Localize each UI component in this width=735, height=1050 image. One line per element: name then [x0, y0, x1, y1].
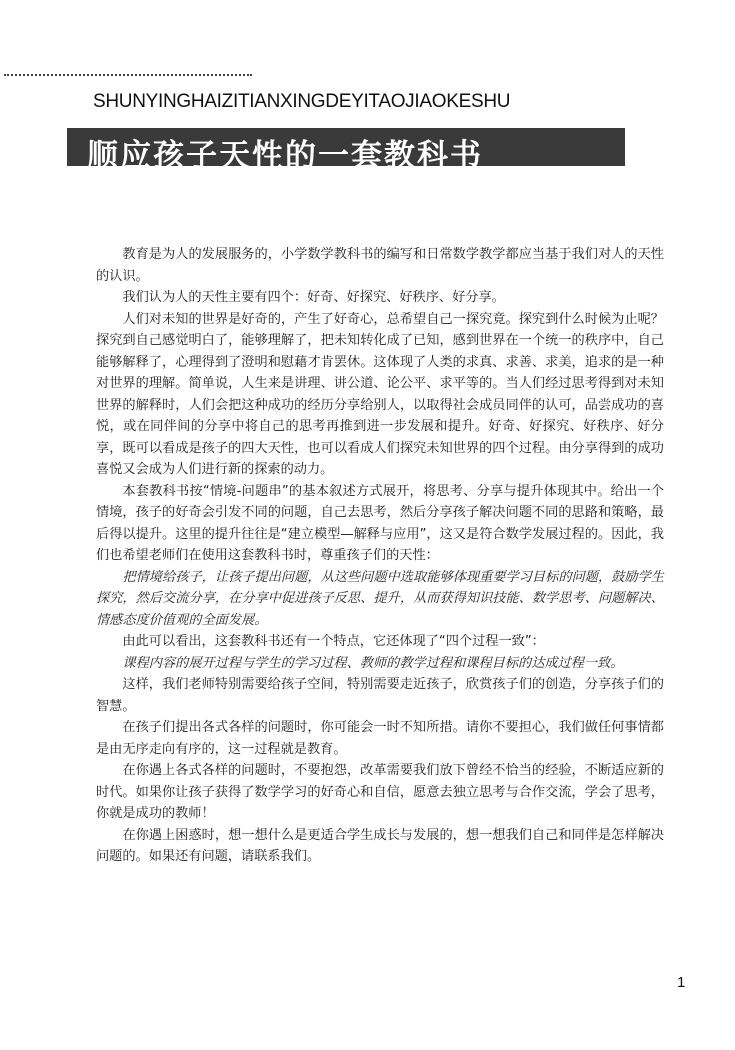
dotted-rule: [4, 74, 252, 76]
title-banner: [67, 128, 625, 174]
title-pinyin: SHUNYINGHAIZITIANXINGDEYITAOJIAOKESHU: [93, 91, 511, 112]
paragraph: 在孩子们提出各式各样的问题时，你可能会一时不知所措。请你不要担心，我们做任何事情都是由无序走向有序的，这一过程就是教育。: [96, 720, 664, 757]
paragraph-emphasis: 课程内容的展开过程与学生的学习过程、教师的教学过程和课程目标的达成过程一致。: [122, 655, 624, 671]
page-title: 顺应孩子天性的一套教科书: [87, 138, 483, 174]
body-text: [96, 244, 664, 868]
paragraph: 由此可以看出，这套教科书还有一个特点，它还体现了“四个过程一致”：: [122, 634, 545, 649]
paragraph: 在你遇上困惑时，想一想什么是更适合学生成长与发展的，想一想我们自己和同伴是怎样解决问题的。如果还有问题，请联系我们。: [96, 827, 664, 864]
paragraph: 本套教科书按“情境-问题串”的基本叙述方式展开，将思考、分享与提升体现其中。给出一个情境，孩子的好奇会引发不同的问题，自己去思考，然后分享孩子解决问题不同的思路和策略，最后得以提升。这里的提升往往是“建立模型—解释与应用”，这又是符合数学发展过程的。因此，我们也希望老师们在使用这套教科书时，尊重孩子们的天性：: [96, 483, 664, 563]
paragraph: 这样，我们老师特别需要给孩子空间，特别需要走近孩子，欣赏孩子们的创造，分享孩子们的智慧。: [96, 677, 664, 714]
paragraph: 人们对未知的世界是好奇的，产生了好奇心，总希望自己一探究竟。探究到什么时候为止呢？探究到自己感觉明白了，能够理解了，把未知转化成了已知，感到世界在一个统一的秩序中，自己能够解释了，心理得到了澄明和慰藉才肯罢休。这体现了人类的求真、求善、求美，追求的是一种对世界的理解。简单说，人生来是讲理、讲公道、论公平、求平等的。当人们经过思考得到对未知世界的解释时，人们会把这种成功的经历分享给别人，以取得社会成员同伴的认可，品尝成功的喜悦，或在同伴间的分享中将自己的思考再推到进一步发展和提升。好奇、好探究、好秩序、好分享，既可以看成是孩子的四大天性，也可以看成人们探究未知世界的四个过程。由分享得到的成功喜悦又会成为人们进行新的探索的动力。: [96, 311, 664, 477]
page-number: 1: [677, 974, 686, 991]
paragraph: 在你遇上各式各样的问题时，不要抱怨，改革需要我们放下曾经不恰当的经验，不断适应新的时代。如果你让孩子获得了数学学习的好奇心和自信，愿意去独立思考与合作交流，学会了思考，你就是成功的教师！: [96, 763, 664, 821]
paragraph: 教育是为人的发展服务的，小学数学教科书的编写和日常数学教学都应当基于我们对人的天性的认识。: [96, 247, 664, 284]
paragraph: 我们认为人的天性主要有四个：好奇、好探究、好秩序、好分享。: [122, 290, 505, 305]
paragraph-emphasis: 把情境给孩子，让孩子提出问题，从这些问题中选取能够体现重要学习目标的问题，鼓励学生探究，然后交流分享，在分享中促进孩子反思、提升，从而获得知识技能、数学思考、问题解决、情感态度价值观的全面发展。: [96, 569, 664, 628]
